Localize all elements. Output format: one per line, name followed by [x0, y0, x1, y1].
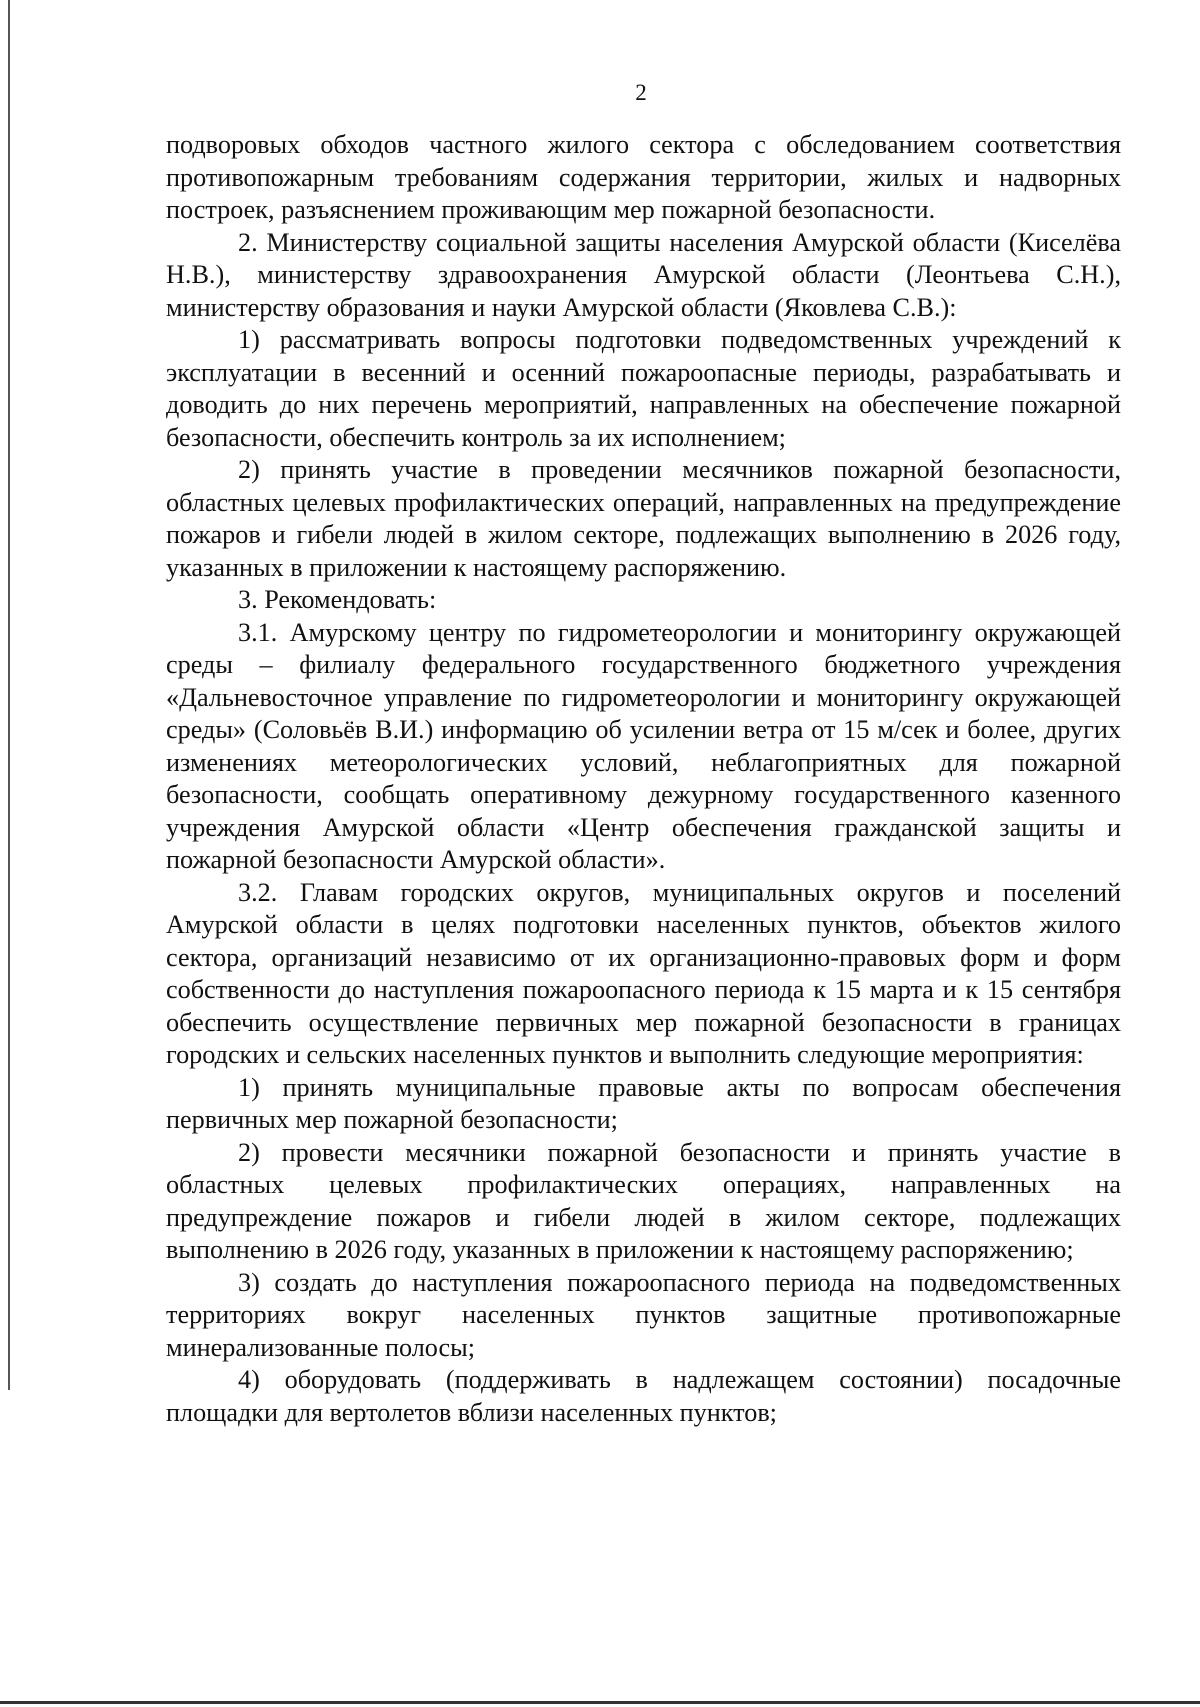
paragraph-subitem-3-2-1: 1) принять муниципальные правовые акты по вопросам обеспечения первичных мер пожарной безопасности;: [166, 1072, 1121, 1134]
paragraph-subitem-2-1: 1) рассматривать вопросы подготовки подведомственных учреждений к эксплуатации в весенний и осенний пожароопасные периоды, разрабатывать и доводить до них перечень мероприятий, направленных на обеспечение пожарной безопасности, обеспечить контроль за их исполнением;: [166, 325, 1121, 452]
scan-edge-left: [8, 0, 10, 1390]
document-body: [166, 129, 1121, 1429]
scan-edge-bottom: [0, 1701, 1200, 1704]
paragraph-item-3-2: 3.2. Главам городских округов, муниципальных округов и поселений Амурской области в целях подготовки населенных пунктов, объектов жилого сектора, организаций независимо от их организационно-правовых форм и форм собственности до наступления пожароопасного периода к 15 марта и к 15 сентября обеспечить осуществление первичных мер пожарной безопасности в границах городских и сельских населенных пунктов и выполнить следующие мероприятия:: [166, 877, 1121, 1069]
page-number: 2: [635, 80, 647, 105]
paragraph-item-2: 2. Министерству социальной защиты населения Амурской области (Киселёва Н.В.), министерству здравоохранения Амурской области (Леонтьева С.Н.), министерству образования и науки Амурской области (Яковлева С.В.):: [166, 227, 1121, 322]
paragraph-item-3: 3. Рекомендовать:: [238, 585, 437, 614]
paragraph-continuation: подворовых обходов частного жилого сектора с обследованием соответствия противопожарным требованиям содержания территории, жилых и надворных построек, разъяснением проживающим мер пожарной безопасности.: [166, 130, 1121, 224]
paragraph-subitem-3-2-3: 3) создать до наступления пожароопасного периода на подведомственных территориях вокруг населенных пунктов защитные противопожарные минерализованные полосы;: [166, 1267, 1121, 1362]
paragraph-subitem-3-2-4: 4) оборудовать (поддерживать в надлежащем состоянии) посадочные площадки для вертолетов вблизи населенных пунктов;: [166, 1365, 1121, 1427]
paragraph-subitem-3-2-2: 2) провести месячники пожарной безопасности и принять участие в областных целевых профилактических операциях, направленных на предупреждение пожаров и гибели людей в жилом секторе, подлежащих выполнению в 2026 году, указанных в приложении к настоящему распоряжению;: [166, 1137, 1121, 1264]
paragraph-item-3-1: 3.1. Амурскому центру по гидрометеорологии и мониторингу окружающей среды – филиалу федерального государственного бюджетного учреждения «Дальневосточное управление по гидрометеорологии и мониторингу окружающей среды» (Соловьёв В.И.) информацию об усилении ветра от 15 м/сек и более, других изменениях метеорологических условий, неблагоприятных для пожарной безопасности, сообщать оперативному дежурному государственного казенного учреждения Амурской области «Центр обеспечения гражданской защиты и пожарной безопасности Амурской области».: [166, 617, 1121, 874]
paragraph-subitem-2-2: 2) принять участие в проведении месячников пожарной безопасности, областных целевых профилактических операций, направленных на предупреждение пожаров и гибели людей в жилом секторе, подлежащих выполнению в 2026 году, указанных в приложении к настоящему распоряжению.: [166, 455, 1121, 582]
